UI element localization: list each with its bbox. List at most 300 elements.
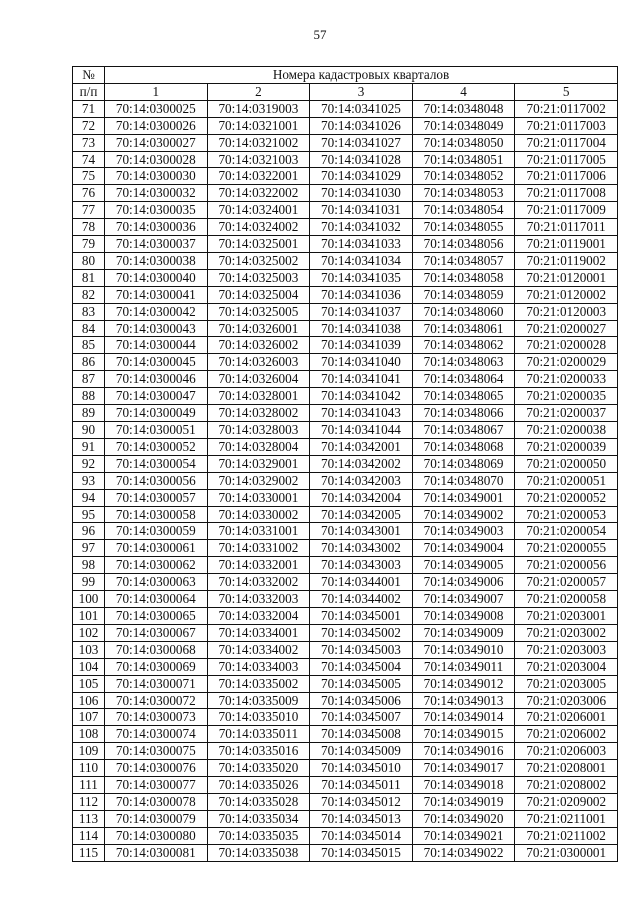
row-number-cell: 73 [73,134,105,151]
cadastral-number-cell: 70:14:0348064 [412,371,515,388]
cadastral-number-cell: 70:14:0349007 [412,591,515,608]
row-number-cell: 93 [73,472,105,489]
cadastral-number-cell: 70:14:0300065 [105,607,208,624]
row-number-cell: 92 [73,455,105,472]
cadastral-number-cell: 70:14:0334003 [207,658,310,675]
cadastral-number-cell: 70:14:0349017 [412,760,515,777]
row-number-cell: 99 [73,574,105,591]
row-number-cell: 105 [73,675,105,692]
table-row [73,252,618,269]
cadastral-number-cell: 70:21:0200039 [515,438,618,455]
cadastral-number-cell: 70:14:0343003 [310,557,413,574]
cadastral-number-cell: 70:14:0326003 [207,354,310,371]
cadastral-number-cell: 70:21:0211001 [515,810,618,827]
cadastral-number-cell: 70:21:0117008 [515,185,618,202]
cadastral-number-cell: 70:14:0342005 [310,506,413,523]
cadastral-number-cell: 70:14:0300027 [105,134,208,151]
row-number-cell: 81 [73,269,105,286]
cadastral-number-cell: 70:14:0348052 [412,168,515,185]
table-row [73,388,618,405]
cadastral-number-cell: 70:14:0334002 [207,641,310,658]
cadastral-number-cell: 70:14:0322002 [207,185,310,202]
table-row [73,117,618,134]
cadastral-number-cell: 70:14:0349019 [412,793,515,810]
cadastral-quarters-table [72,66,618,862]
cadastral-number-cell: 70:14:0300038 [105,252,208,269]
cadastral-number-cell: 70:21:0208002 [515,777,618,794]
cadastral-number-cell: 70:14:0300035 [105,202,208,219]
cadastral-number-cell: 70:14:0345006 [310,692,413,709]
cadastral-number-cell: 70:14:0349018 [412,777,515,794]
cadastral-number-cell: 70:14:0349006 [412,574,515,591]
table-row [73,320,618,337]
cadastral-number-cell: 70:14:0348067 [412,422,515,439]
cadastral-number-cell: 70:14:0335010 [207,709,310,726]
cadastral-number-cell: 70:14:0300051 [105,422,208,439]
row-number-cell: 96 [73,523,105,540]
cadastral-number-cell: 70:14:0341027 [310,134,413,151]
table-row [73,810,618,827]
cadastral-number-cell: 70:14:0348058 [412,269,515,286]
cadastral-number-cell: 70:21:0200052 [515,489,618,506]
cadastral-number-cell: 70:14:0341036 [310,286,413,303]
row-number-cell: 94 [73,489,105,506]
cadastral-number-cell: 70:21:0206002 [515,726,618,743]
cadastral-number-cell: 70:14:0341039 [310,337,413,354]
table-row [73,726,618,743]
cadastral-number-cell: 70:14:0345004 [310,658,413,675]
cadastral-number-cell: 70:14:0342004 [310,489,413,506]
num-header: № [73,67,105,84]
cadastral-number-cell: 70:14:0345010 [310,760,413,777]
cadastral-number-cell: 70:14:0300032 [105,185,208,202]
cadastral-number-cell: 70:21:0200029 [515,354,618,371]
cadastral-number-cell: 70:14:0349010 [412,641,515,658]
table-row [73,405,618,422]
cadastral-number-cell: 70:14:0300047 [105,388,208,405]
cadastral-number-cell: 70:14:0335026 [207,777,310,794]
table-row [73,607,618,624]
cadastral-number-cell: 70:14:0328004 [207,438,310,455]
cadastral-number-cell: 70:14:0341044 [310,422,413,439]
cadastral-number-cell: 70:21:0200033 [515,371,618,388]
cadastral-number-cell: 70:14:0348061 [412,320,515,337]
cadastral-number-cell: 70:21:0117006 [515,168,618,185]
cadastral-number-cell: 70:14:0348057 [412,252,515,269]
cadastral-number-cell: 70:14:0348063 [412,354,515,371]
row-number-cell: 87 [73,371,105,388]
table-row [73,185,618,202]
cadastral-number-cell: 70:21:0200054 [515,523,618,540]
cadastral-number-cell: 70:14:0324001 [207,202,310,219]
table-row [73,371,618,388]
row-number-cell: 88 [73,388,105,405]
cadastral-number-cell: 70:14:0331001 [207,523,310,540]
cadastral-number-cell: 70:14:0300079 [105,810,208,827]
table-row [73,134,618,151]
cadastral-number-cell: 70:14:0321001 [207,117,310,134]
table-row [73,219,618,236]
row-number-cell: 80 [73,252,105,269]
row-number-cell: 106 [73,692,105,709]
cadastral-number-cell: 70:14:0321003 [207,151,310,168]
cadastral-number-cell: 70:14:0325005 [207,303,310,320]
row-number-cell: 97 [73,540,105,557]
cadastral-number-cell: 70:14:0335011 [207,726,310,743]
cadastral-number-cell: 70:14:0335020 [207,760,310,777]
cadastral-number-cell: 70:14:0300068 [105,641,208,658]
cadastral-number-cell: 70:14:0341034 [310,252,413,269]
table-row [73,574,618,591]
cadastral-number-cell: 70:14:0342001 [310,438,413,455]
row-number-cell: 115 [73,844,105,861]
cadastral-number-cell: 70:21:0200055 [515,540,618,557]
cadastral-number-cell: 70:14:0300056 [105,472,208,489]
row-number-cell: 98 [73,557,105,574]
cadastral-number-cell: 70:14:0300052 [105,438,208,455]
cadastral-number-cell: 70:14:0332002 [207,574,310,591]
cadastral-number-cell: 70:14:0326001 [207,320,310,337]
table-row [73,168,618,185]
row-number-cell: 78 [73,219,105,236]
cadastral-number-cell: 70:14:0349003 [412,523,515,540]
cadastral-number-cell: 70:14:0325001 [207,236,310,253]
cadastral-number-cell: 70:14:0344001 [310,574,413,591]
cadastral-number-cell: 70:14:0345012 [310,793,413,810]
cadastral-number-cell: 70:14:0300074 [105,726,208,743]
table-row [73,472,618,489]
row-number-cell: 112 [73,793,105,810]
cadastral-number-cell: 70:14:0300049 [105,405,208,422]
cadastral-number-cell: 70:14:0343001 [310,523,413,540]
cadastral-number-cell: 70:14:0300026 [105,117,208,134]
table-row [73,303,618,320]
cadastral-number-cell: 70:14:0342002 [310,455,413,472]
cadastral-number-cell: 70:21:0300001 [515,844,618,861]
cadastral-number-cell: 70:14:0341043 [310,405,413,422]
cadastral-number-cell: 70:21:0200035 [515,388,618,405]
row-number-cell: 104 [73,658,105,675]
row-number-cell: 72 [73,117,105,134]
cadastral-number-cell: 70:14:0300030 [105,168,208,185]
row-number-cell: 110 [73,760,105,777]
cadastral-number-cell: 70:14:0348055 [412,219,515,236]
cadastral-number-cell: 70:14:0349020 [412,810,515,827]
cadastral-number-cell: 70:14:0349021 [412,827,515,844]
cadastral-number-cell: 70:14:0345007 [310,709,413,726]
cadastral-number-cell: 70:14:0348060 [412,303,515,320]
row-number-cell: 85 [73,337,105,354]
cadastral-number-cell: 70:14:0300073 [105,709,208,726]
cadastral-number-cell: 70:14:0332004 [207,607,310,624]
cadastral-number-cell: 70:21:0119002 [515,252,618,269]
cadastral-number-cell: 70:21:0209002 [515,793,618,810]
cadastral-number-cell: 70:14:0349002 [412,506,515,523]
cadastral-number-cell: 70:14:0341038 [310,320,413,337]
num-subheader: п/п [73,83,105,100]
cadastral-number-cell: 70:14:0341042 [310,388,413,405]
cadastral-number-cell: 70:14:0341033 [310,236,413,253]
row-number-cell: 71 [73,100,105,117]
row-number-cell: 101 [73,607,105,624]
row-number-cell: 102 [73,624,105,641]
cadastral-number-cell: 70:14:0300072 [105,692,208,709]
cadastral-number-cell: 70:14:0341030 [310,185,413,202]
table-row [73,760,618,777]
cadastral-number-cell: 70:14:0341041 [310,371,413,388]
cadastral-number-cell: 70:14:0348050 [412,134,515,151]
cadastral-number-cell: 70:14:0335002 [207,675,310,692]
cadastral-number-cell: 70:14:0349011 [412,658,515,675]
cadastral-number-cell: 70:14:0328001 [207,388,310,405]
row-number-cell: 76 [73,185,105,202]
row-number-cell: 108 [73,726,105,743]
cadastral-number-cell: 70:21:0208001 [515,760,618,777]
cadastral-number-cell: 70:14:0319003 [207,100,310,117]
cadastral-number-cell: 70:21:0203002 [515,624,618,641]
cadastral-number-cell: 70:14:0341025 [310,100,413,117]
cadastral-number-cell: 70:14:0300045 [105,354,208,371]
row-number-cell: 95 [73,506,105,523]
cadastral-number-cell: 70:14:0300077 [105,777,208,794]
cadastral-number-cell: 70:14:0300059 [105,523,208,540]
table-row [73,100,618,117]
cadastral-number-cell: 70:21:0120002 [515,286,618,303]
cadastral-number-cell: 70:14:0335038 [207,844,310,861]
cadastral-number-cell: 70:14:0300040 [105,269,208,286]
column-header: 4 [412,83,515,100]
cadastral-number-cell: 70:14:0324002 [207,219,310,236]
cadastral-number-cell: 70:21:0119001 [515,236,618,253]
cadastral-number-cell: 70:21:0117002 [515,100,618,117]
cadastral-number-cell: 70:14:0349014 [412,709,515,726]
table-row [73,151,618,168]
cadastral-number-cell: 70:14:0335016 [207,743,310,760]
table-row [73,624,618,641]
cadastral-number-cell: 70:21:0117003 [515,117,618,134]
table-row [73,692,618,709]
cadastral-number-cell: 70:14:0345009 [310,743,413,760]
table-row [73,793,618,810]
cadastral-number-cell: 70:21:0206003 [515,743,618,760]
cadastral-number-cell: 70:14:0300042 [105,303,208,320]
table-row [73,777,618,794]
table-row [73,438,618,455]
cadastral-number-cell: 70:14:0300081 [105,844,208,861]
cadastral-number-cell: 70:14:0345011 [310,777,413,794]
row-number-cell: 83 [73,303,105,320]
cadastral-number-cell: 70:14:0348056 [412,236,515,253]
cadastral-number-cell: 70:21:0117011 [515,219,618,236]
cadastral-number-cell: 70:14:0349022 [412,844,515,861]
cadastral-number-cell: 70:14:0349009 [412,624,515,641]
row-number-cell: 109 [73,743,105,760]
row-number-cell: 103 [73,641,105,658]
column-header: 3 [310,83,413,100]
row-number-cell: 77 [73,202,105,219]
table-row [73,523,618,540]
table-row [73,591,618,608]
cadastral-number-cell: 70:14:0326004 [207,371,310,388]
cadastral-number-cell: 70:14:0348054 [412,202,515,219]
row-number-cell: 86 [73,354,105,371]
cadastral-number-cell: 70:21:0117005 [515,151,618,168]
table-row [73,269,618,286]
cadastral-number-cell: 70:14:0343002 [310,540,413,557]
cadastral-number-cell: 70:14:0326002 [207,337,310,354]
cadastral-number-cell: 70:14:0300044 [105,337,208,354]
cadastral-number-cell: 70:14:0348062 [412,337,515,354]
cadastral-number-cell: 70:21:0200037 [515,405,618,422]
table-row [73,202,618,219]
cadastral-number-cell: 70:14:0349013 [412,692,515,709]
row-number-cell: 90 [73,422,105,439]
table-row [73,354,618,371]
cadastral-number-cell: 70:14:0341040 [310,354,413,371]
row-number-cell: 111 [73,777,105,794]
cadastral-number-cell: 70:14:0348048 [412,100,515,117]
cadastral-number-cell: 70:14:0300061 [105,540,208,557]
table-row [73,557,618,574]
cadastral-number-cell: 70:14:0332003 [207,591,310,608]
table-row [73,489,618,506]
table-row [73,675,618,692]
cadastral-number-cell: 70:14:0329001 [207,455,310,472]
cadastral-number-cell: 70:14:0300028 [105,151,208,168]
cadastral-number-cell: 70:14:0335034 [207,810,310,827]
cadastral-number-cell: 70:21:0117009 [515,202,618,219]
cadastral-number-cell: 70:14:0341026 [310,117,413,134]
table-row [73,641,618,658]
row-number-cell: 89 [73,405,105,422]
cadastral-number-cell: 70:14:0300058 [105,506,208,523]
cadastral-number-cell: 70:14:0300041 [105,286,208,303]
table-row [73,236,618,253]
cadastral-number-cell: 70:14:0300062 [105,557,208,574]
cadastral-number-cell: 70:14:0300080 [105,827,208,844]
cadastral-number-cell: 70:14:0348065 [412,388,515,405]
cadastral-number-cell: 70:21:0203003 [515,641,618,658]
table-row [73,540,618,557]
cadastral-number-cell: 70:14:0345013 [310,810,413,827]
cadastral-number-cell: 70:14:0341037 [310,303,413,320]
cadastral-number-cell: 70:14:0341035 [310,269,413,286]
cadastral-number-cell: 70:14:0348051 [412,151,515,168]
table-row [73,844,618,861]
cadastral-number-cell: 70:14:0341028 [310,151,413,168]
column-header: 2 [207,83,310,100]
cadastral-number-cell: 70:14:0348053 [412,185,515,202]
cadastral-number-cell: 70:14:0300036 [105,219,208,236]
row-number-cell: 75 [73,168,105,185]
cadastral-number-cell: 70:21:0200058 [515,591,618,608]
cadastral-number-cell: 70:21:0117004 [515,134,618,151]
cadastral-number-cell: 70:14:0300076 [105,760,208,777]
table-row [73,286,618,303]
cadastral-number-cell: 70:14:0300069 [105,658,208,675]
cadastral-number-cell: 70:14:0348066 [412,405,515,422]
cadastral-number-cell: 70:14:0300043 [105,320,208,337]
cadastral-number-cell: 70:14:0342003 [310,472,413,489]
cadastral-number-cell: 70:21:0120003 [515,303,618,320]
row-number-cell: 74 [73,151,105,168]
cadastral-number-cell: 70:14:0332001 [207,557,310,574]
cadastral-number-cell: 70:14:0349004 [412,540,515,557]
cadastral-number-cell: 70:21:0203004 [515,658,618,675]
cadastral-number-cell: 70:14:0300064 [105,591,208,608]
cadastral-number-cell: 70:21:0211002 [515,827,618,844]
cadastral-number-cell: 70:21:0200053 [515,506,618,523]
cadastral-number-cell: 70:14:0349015 [412,726,515,743]
cadastral-number-cell: 70:14:0329002 [207,472,310,489]
cadastral-number-cell: 70:14:0300037 [105,236,208,253]
cadastral-number-cell: 70:14:0300063 [105,574,208,591]
page-number: 57 [313,27,327,42]
cadastral-number-cell: 70:21:0206001 [515,709,618,726]
cadastral-number-cell: 70:21:0200051 [515,472,618,489]
row-number-cell: 82 [73,286,105,303]
cadastral-number-cell: 70:21:0200038 [515,422,618,439]
table-row [73,506,618,523]
cadastral-number-cell: 70:14:0345003 [310,641,413,658]
cadastral-number-cell: 70:14:0345002 [310,624,413,641]
cadastral-number-cell: 70:21:0203005 [515,675,618,692]
table-body [73,100,618,861]
table-row [73,743,618,760]
row-number-cell: 107 [73,709,105,726]
column-header: 5 [515,83,618,100]
cadastral-number-cell: 70:14:0334001 [207,624,310,641]
cadastral-number-cell: 70:14:0349012 [412,675,515,692]
cadastral-number-cell: 70:14:0349016 [412,743,515,760]
cadastral-number-cell: 70:14:0345015 [310,844,413,861]
cadastral-number-cell: 70:14:0300046 [105,371,208,388]
row-number-cell: 113 [73,810,105,827]
table-row [73,422,618,439]
cadastral-number-cell: 70:14:0300054 [105,455,208,472]
cadastral-number-cell: 70:14:0300075 [105,743,208,760]
cadastral-number-cell: 70:14:0328003 [207,422,310,439]
cadastral-number-cell: 70:14:0348069 [412,455,515,472]
table-row [73,658,618,675]
cadastral-number-cell: 70:14:0300071 [105,675,208,692]
cadastral-number-cell: 70:14:0325003 [207,269,310,286]
cadastral-number-cell: 70:21:0200027 [515,320,618,337]
cadastral-number-cell: 70:14:0345014 [310,827,413,844]
row-number-cell: 84 [73,320,105,337]
header-row-top [73,67,618,84]
cadastral-number-cell: 70:14:0300057 [105,489,208,506]
cadastral-number-cell: 70:14:0330001 [207,489,310,506]
cadastral-number-cell: 70:14:0322001 [207,168,310,185]
row-number-cell: 100 [73,591,105,608]
row-number-cell: 91 [73,438,105,455]
cadastral-number-cell: 70:14:0349005 [412,557,515,574]
cadastral-number-cell: 70:21:0120001 [515,269,618,286]
cadastral-number-cell: 70:14:0321002 [207,134,310,151]
cadastral-number-cell: 70:21:0200056 [515,557,618,574]
cadastral-number-cell: 70:21:0200057 [515,574,618,591]
cadastral-number-cell: 70:14:0331002 [207,540,310,557]
cadastral-number-cell: 70:21:0203001 [515,607,618,624]
row-number-cell: 114 [73,827,105,844]
header-row-columns [73,83,618,100]
cadastral-number-cell: 70:14:0348059 [412,286,515,303]
row-number-cell: 79 [73,236,105,253]
cadastral-number-cell: 70:14:0341031 [310,202,413,219]
cadastral-number-cell: 70:14:0345008 [310,726,413,743]
cadastral-number-cell: 70:14:0348070 [412,472,515,489]
